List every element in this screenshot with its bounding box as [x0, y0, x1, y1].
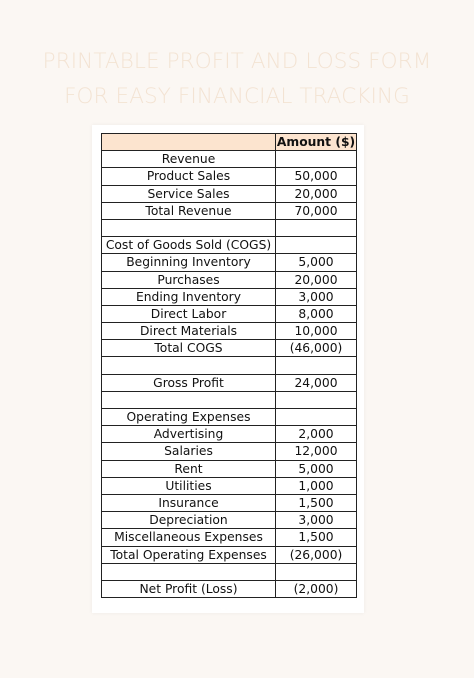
- line-item-amount: 5,000: [276, 460, 357, 477]
- line-item-label: Gross Profit: [102, 374, 276, 391]
- line-item-amount: [276, 151, 357, 168]
- table-row: [102, 409, 357, 426]
- table-row: [102, 323, 357, 340]
- line-item-label: Insurance: [102, 494, 276, 511]
- line-item-label: Direct Materials: [102, 323, 276, 340]
- line-item-label: Total Operating Expenses: [102, 546, 276, 563]
- table-row: [102, 580, 357, 597]
- line-item-amount: [276, 237, 357, 254]
- line-item-amount: 24,000: [276, 374, 357, 391]
- line-item-label: [102, 357, 276, 374]
- line-item-label: [102, 391, 276, 408]
- table-row: [102, 271, 357, 288]
- line-item-amount: 1,500: [276, 494, 357, 511]
- table-row: [102, 426, 357, 443]
- line-item-amount: (2,000): [276, 580, 357, 597]
- line-item-amount: 12,000: [276, 443, 357, 460]
- table-header-row: [102, 134, 357, 151]
- table-row: [102, 254, 357, 271]
- line-item-label: Miscellaneous Expenses: [102, 529, 276, 546]
- line-item-label: Depreciation: [102, 512, 276, 529]
- table-row: [102, 563, 357, 580]
- line-item-label: Rent: [102, 460, 276, 477]
- line-item-label: Advertising: [102, 426, 276, 443]
- table-row: [102, 185, 357, 202]
- line-item-amount: [276, 391, 357, 408]
- table-row: [102, 357, 357, 374]
- line-item-amount: 1,500: [276, 529, 357, 546]
- page-title-line-1: PRINTABLE PROFIT AND LOSS FORM: [42, 49, 432, 74]
- header-amount-cell: Amount ($): [276, 135, 356, 150]
- line-item-label: Purchases: [102, 271, 276, 288]
- table-row: [102, 477, 357, 494]
- line-item-label: Total COGS: [102, 340, 276, 357]
- line-item-amount: 50,000: [276, 168, 357, 185]
- table-row: [102, 237, 357, 254]
- table-row: [102, 168, 357, 185]
- header-label-cell: [102, 134, 276, 151]
- line-item-amount: 2,000: [276, 426, 357, 443]
- table-row: [102, 219, 357, 236]
- line-item-amount: [276, 219, 357, 236]
- line-item-amount: 5,000: [276, 254, 357, 271]
- table-row: [102, 374, 357, 391]
- line-item-label: Revenue: [102, 151, 276, 168]
- table-row: [102, 288, 357, 305]
- line-item-label: Utilities: [102, 477, 276, 494]
- line-item-amount: 3,000: [276, 288, 357, 305]
- profit-loss-table: [101, 133, 357, 598]
- line-item-amount: 1,000: [276, 477, 357, 494]
- line-item-amount: (46,000): [276, 340, 357, 357]
- table-row: [102, 340, 357, 357]
- table-row: [102, 202, 357, 219]
- line-item-label: Beginning Inventory: [102, 254, 276, 271]
- table-row: [102, 512, 357, 529]
- line-item-label: Cost of Goods Sold (COGS): [102, 237, 276, 254]
- line-item-label: Direct Labor: [102, 305, 276, 322]
- table-row: [102, 305, 357, 322]
- page-title: [0, 44, 474, 114]
- line-item-amount: [276, 563, 357, 580]
- table-row: [102, 391, 357, 408]
- line-item-label: Net Profit (Loss): [102, 580, 276, 597]
- line-item-amount: 10,000: [276, 323, 357, 340]
- line-item-amount: 3,000: [276, 512, 357, 529]
- table-row: [102, 443, 357, 460]
- line-item-label: Ending Inventory: [102, 288, 276, 305]
- line-item-label: Total Revenue: [102, 202, 276, 219]
- line-item-label: [102, 563, 276, 580]
- line-item-amount: 20,000: [276, 271, 357, 288]
- line-item-amount: 8,000: [276, 305, 357, 322]
- page-title-line-2: FOR EASY FINANCIAL TRACKING: [64, 84, 410, 109]
- line-item-amount: (26,000): [276, 546, 357, 563]
- table-row: [102, 494, 357, 511]
- line-item-amount: [276, 357, 357, 374]
- line-item-amount: 70,000: [276, 202, 357, 219]
- line-item-amount: [276, 409, 357, 426]
- line-item-label: [102, 219, 276, 236]
- line-item-label: Service Sales: [102, 185, 276, 202]
- table-row: [102, 546, 357, 563]
- profit-loss-table-body: [102, 134, 357, 598]
- line-item-label: Operating Expenses: [102, 409, 276, 426]
- table-row: [102, 529, 357, 546]
- table-row: [102, 151, 357, 168]
- line-item-amount: 20,000: [276, 185, 357, 202]
- table-row: [102, 460, 357, 477]
- line-item-label: Product Sales: [102, 168, 276, 185]
- line-item-label: Salaries: [102, 443, 276, 460]
